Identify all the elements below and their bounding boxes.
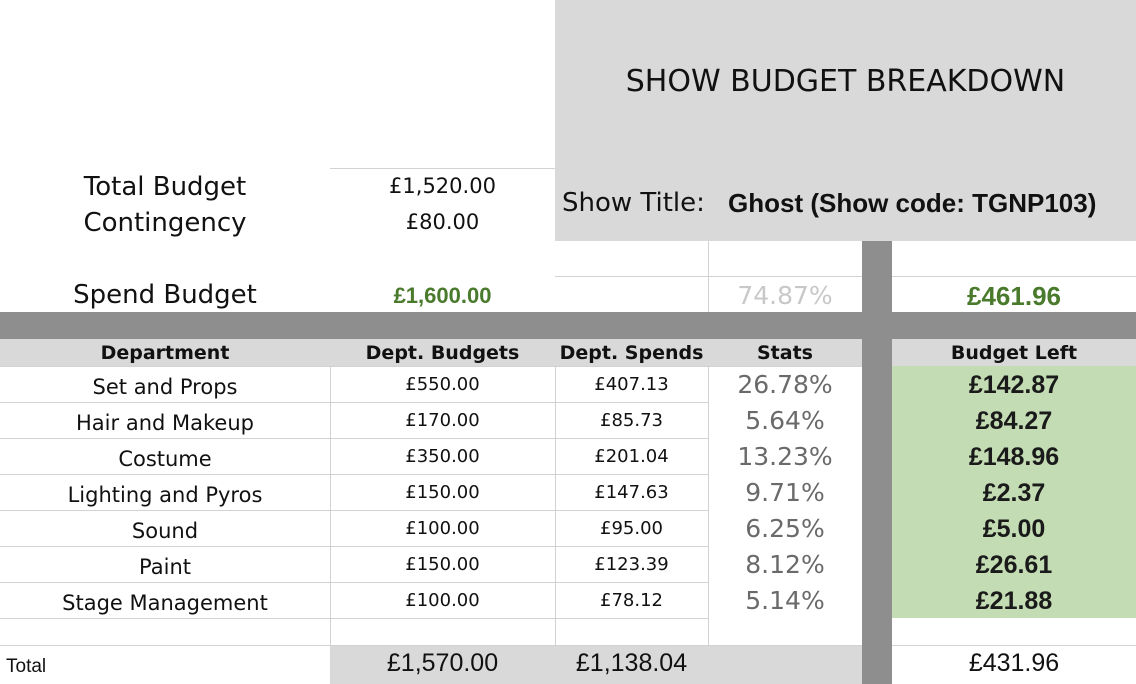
row-budget: £170.00 (405, 410, 480, 431)
row-spend: £78.12 (600, 590, 663, 611)
total-budget-label: Total Budget (83, 172, 247, 202)
totals-label: Total (6, 656, 47, 677)
totals-spends: £1,138.04 (575, 649, 688, 677)
col-header-stats: Stats (757, 342, 813, 364)
col-header-dept-spends: Dept. Spends (559, 342, 704, 364)
row-budget-left: £84.27 (975, 407, 1053, 435)
row-department: Lighting and Pyros (67, 483, 263, 507)
row-stat: 9.71% (745, 478, 825, 507)
row-budget: £100.00 (405, 518, 480, 539)
spend-budget-label: Spend Budget (73, 280, 257, 310)
row-budget: £150.00 (405, 554, 480, 575)
row-spend: £201.04 (594, 446, 669, 467)
row-stat: 13.23% (737, 442, 833, 471)
row-budget-left: £26.61 (975, 551, 1053, 579)
total-budget-value: £1,520.00 (389, 174, 496, 198)
row-budget-left: £2.37 (982, 479, 1046, 507)
row-stat: 5.64% (745, 406, 825, 435)
row-budget: £100.00 (405, 590, 480, 611)
contingency-label: Contingency (83, 208, 247, 238)
horizontal-divider-bar (0, 312, 1136, 339)
budget-left-total-top: £461.96 (967, 281, 1061, 311)
row-department: Costume (118, 447, 212, 471)
col-header-dept-budgets: Dept. Budgets (365, 342, 520, 364)
col-header-department: Department (100, 342, 230, 364)
row-stat: 5.14% (745, 586, 825, 615)
row-department: Hair and Makeup (76, 411, 254, 435)
spend-percent: 74.87% (737, 281, 833, 310)
show-title-label: Show Title: (562, 188, 705, 218)
row-spend: £407.13 (594, 374, 669, 395)
row-spend: £85.73 (600, 410, 663, 431)
row-department: Stage Management (62, 591, 268, 615)
row-budget-left: £148.96 (968, 443, 1060, 471)
show-title-value: Ghost (Show code: TGNP103) (728, 188, 1097, 218)
spend-budget-value: £1,600.00 (393, 283, 492, 308)
row-budget: £150.00 (405, 482, 480, 503)
col-header-budget-left: Budget Left (950, 342, 1078, 364)
row-stat: 6.25% (745, 514, 825, 543)
row-stat: 26.78% (737, 370, 833, 399)
row-department: Sound (131, 519, 199, 543)
row-stat: 8.12% (745, 550, 825, 579)
row-budget-left: £5.00 (982, 515, 1046, 543)
row-budget-left: £142.87 (968, 371, 1060, 399)
sheet-title: SHOW BUDGET BREAKDOWN (625, 64, 1066, 99)
row-spend: £123.39 (594, 554, 669, 575)
totals-budgets: £1,570.00 (386, 649, 499, 677)
row-budget: £550.00 (405, 374, 480, 395)
row-budget-left: £21.88 (975, 587, 1053, 615)
row-budget: £350.00 (405, 446, 480, 467)
contingency-value: £80.00 (405, 210, 480, 234)
row-department: Set and Props (92, 375, 238, 399)
vertical-divider-bar (862, 241, 892, 684)
row-department: Paint (139, 555, 191, 579)
row-spend: £95.00 (600, 518, 663, 539)
row-spend: £147.63 (594, 482, 669, 503)
totals-budget-left: £431.96 (968, 649, 1060, 677)
